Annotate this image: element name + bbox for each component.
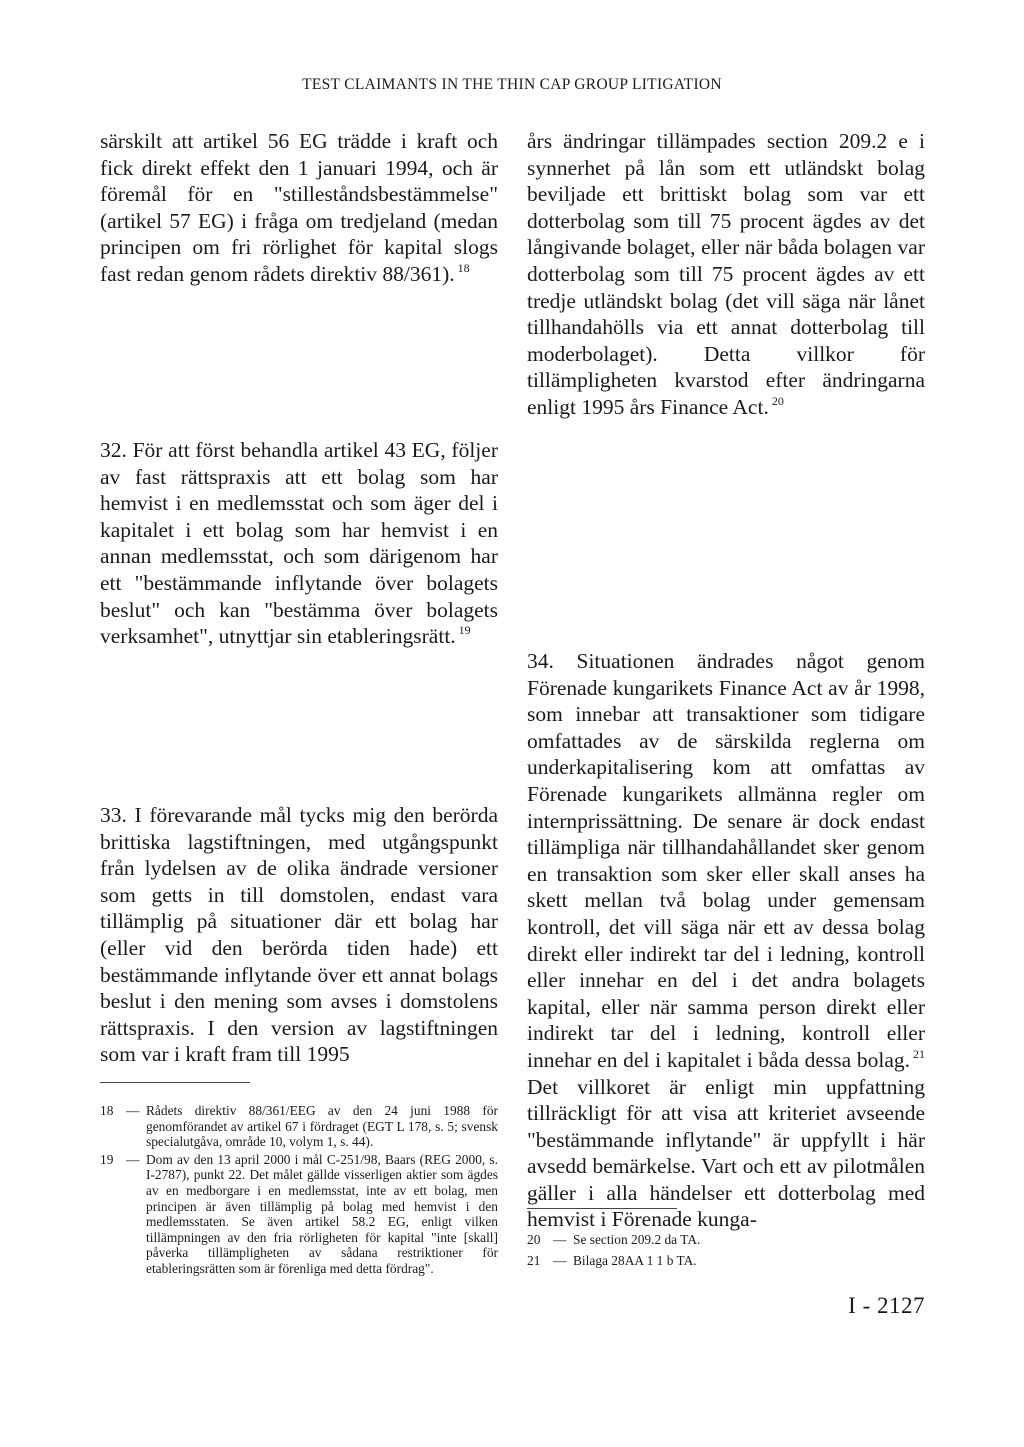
paragraph-text: års ändringar tillämpades section 209.2 e i synnerhet på lån som ett utländskt bolag beviljade ett brittiskt bolag som var ett dotterbolag som till 75 procent ägdes av det långivande bolaget, eller när båda bolagen var dotterbolag som till 75 procent ägdes av ett tredje utländskt bolag (det vill säga när lånet tillhandahölls via ett annat dotterbolag till moderbolaget). Detta villkor för tillämpligheten kvarstod efter ändringarna enligt 1995 års Finance Act.: [527, 129, 925, 419]
footnote-reference[interactable]: 20: [771, 393, 784, 408]
paragraph-text: Det villkoret är enligt min uppfattning tillräckligt för att visa att kriteriet avseende "bestämmande inflytande" är uppfyllt i här avsedd bemärkelse. Vart och ett av pilotmålen gäller i alla händelser ett dotterbolag med hemvist i Förenade kunga-: [527, 1074, 925, 1232]
paragraph-32: [100, 437, 498, 650]
footnote-text: Se section 209.2 da TA.: [573, 1232, 701, 1247]
paragraph-text: särskilt att artikel 56 EG trädde i kraft och fick direkt effekt den 1 januari 1994, och är föremål för en "stilleståndsbestämmelse" (artikel 57 EG) i fråga om tredjeland (medan principen om fri rörlighet för kapital slogs fast redan genom rådets direktiv 88/361).: [100, 129, 498, 286]
footnote-divider: [100, 1082, 250, 1083]
footnote-number: 18: [100, 1103, 114, 1118]
footnote-20: [527, 1232, 925, 1248]
footnote-text: Rådets direktiv 88/361/EEG av den 24 juni 1988 för genomförandet av artikel 67 i fördraget (EGT L 178, s. 5; svensk specialutgåva, område 10, volym 1, s. 44).: [146, 1103, 498, 1150]
footnote-21: [527, 1253, 925, 1269]
footnote-dash: —: [126, 1103, 140, 1118]
footnotes-left: [100, 1103, 498, 1279]
paragraph-continued-right: [527, 128, 925, 421]
paragraph-continued-left: [100, 128, 498, 288]
footnote-divider: [527, 1208, 677, 1209]
footnote-text: Dom av den 13 april 2000 i mål C-251/98, Baars (REG 2000, s. I-2787), punkt 22. Det målet gällde visserligen aktier som ägdes av en medborgare i en medlemsstat, inte av ett bolag, men principen är även tillämplig på bolag med hemvist i den medlemsstaten. Se även artikel 58.2 EG, enligt vilken tillämpningen av den fria rörligheten för kapital "inte [skall] påverka tillämpligheten av sådana restriktioner för etableringsrätten som är förenliga med detta fördrag".: [146, 1151, 498, 1276]
footnote-dash: —: [126, 1151, 140, 1167]
footnote-reference[interactable]: 18: [457, 260, 470, 275]
footnote-reference[interactable]: 19: [458, 623, 471, 638]
footnote-reference[interactable]: 21: [913, 1046, 925, 1061]
footnote-18: [100, 1103, 498, 1150]
footnote-number: 19: [100, 1151, 114, 1167]
footnote-number: 20: [527, 1232, 541, 1247]
footnotes-right: [527, 1232, 925, 1273]
footnote-text: Bilaga 28AA 1 1 b TA.: [573, 1252, 697, 1268]
paragraph-34: [527, 648, 925, 1233]
paragraph-text: 34. Situationen ändrades något genom Förenade kungarikets Finance Act av år 1998, som innebar att transaktioner som tidigare omfattades av de särskilda reglerna om underkapitalisering kom att omfattas av Förenade kungarikets allmänna regler om internprissättning. De senare är dock endast tillämpliga när tillhandahållandet sker genom en transaktion som sker eller skall anses ha skett mellan två bolag under gemensam kontroll, det vill säga när ett av dessa bolag direkt eller indirekt tar del i ledning, kontroll eller innehar en del i det andra bolagets kapital, eller när samma person direkt eller indirekt tar del i ledning, kontroll eller innehar en del i kapitalet i båda dessa bolag.: [527, 649, 925, 1072]
paragraph-text: 33. I förevarande mål tycks mig den berörda brittiska lagstiftningen, med utgångspunkt från lydelsen av de olika ändrade versioner som getts in till domstolen, endast vara tillämplig på situationer där ett bolag har (eller vid den berörda tiden hade) ett bestämmande inflytande över ett annat bolags beslut i den mening som avses i domstolens rättspraxis. I den version av lagstiftningen som var i kraft fram till 1995: [100, 803, 498, 1067]
footnote-dash: —: [553, 1232, 567, 1247]
paragraph-text: 32. För att först behandla artikel 43 EG, följer av fast rättspraxis att ett bolag som har hemvist i en medlemsstat och som äger del i kapitalet i ett bolag som har hemvist i en annan medlemsstat, och som därigenom har ett "bestämmande inflytande över bolagets beslut" och kan "bestämma över bolagets verksamhet", utnyttjar sin etableringsrätt.: [100, 438, 498, 649]
paragraph-33: [100, 802, 498, 1068]
page-number: I - 2127: [848, 1293, 925, 1318]
footnote-dash: —: [553, 1252, 567, 1268]
footnote-number: 21: [527, 1252, 541, 1268]
footnote-19: [100, 1152, 498, 1277]
running-head: TEST CLAIMANTS IN THE THIN CAP GROUP LITIGATION: [302, 76, 722, 93]
